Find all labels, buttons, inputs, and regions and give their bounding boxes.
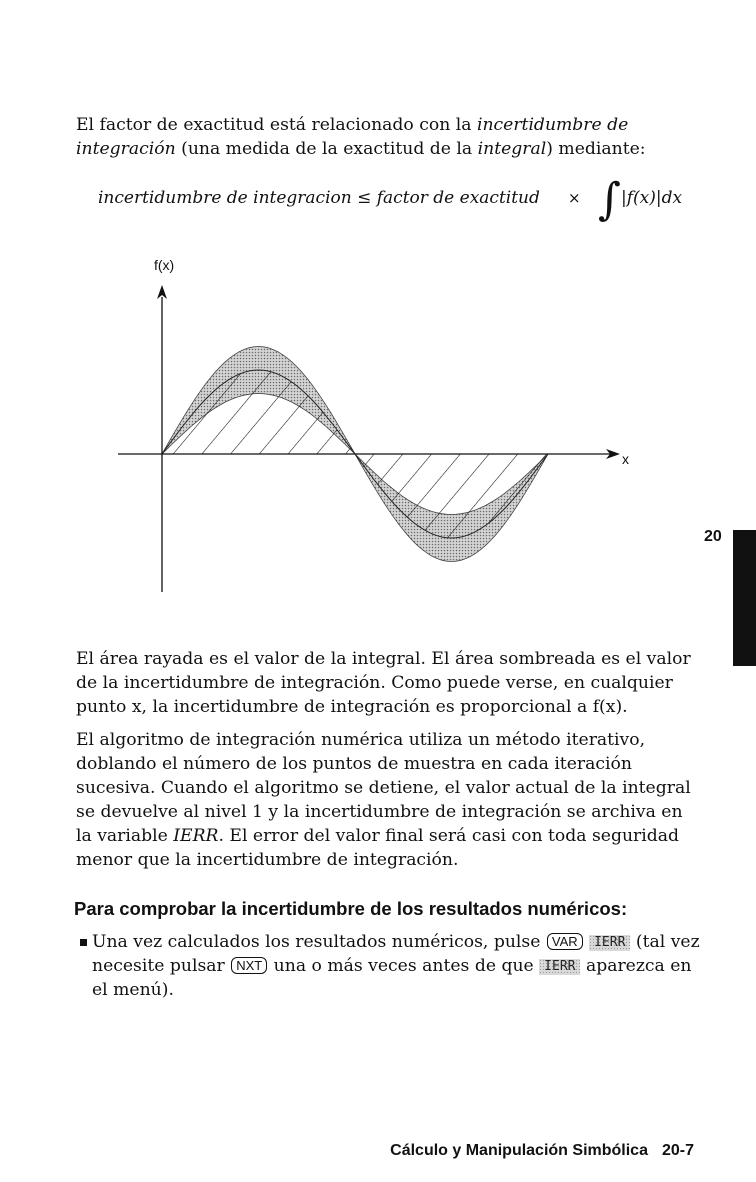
bullet-item	[92, 930, 702, 1002]
intro-paragraph	[76, 113, 696, 161]
ierr-variable: IERR	[173, 826, 219, 846]
formula-integrand: |f(x)|dx	[621, 188, 683, 208]
footer-title: Cálculo y Manipulación Simbólica	[390, 1142, 648, 1159]
chapter-number: 20	[704, 528, 722, 545]
intro-term-integral: integral	[477, 139, 547, 159]
formula-times: ×	[568, 189, 581, 207]
y-axis-arrow	[157, 285, 167, 299]
paragraph-hatched-area: El área rayada es el valor de la integral. El área sombreada es el valor de la incertidumbre de integración. Como puede verse, en cualquier punto x, la incertidumbre de integración es proporcional a f(x).	[76, 649, 691, 717]
uncertainty-formula	[98, 174, 698, 240]
algorithm-text-2: . El error del valor final será casi con toda seguridad menor que la incertidumbre de integración.	[76, 826, 679, 870]
formula-lhs: incertidumbre de integracion ≤ factor de exactitud	[98, 188, 540, 208]
y-axis-label: f(x)	[154, 257, 175, 273]
intro-text-1: El factor de exactitud está relacionado con la	[76, 115, 477, 135]
bullet-text-2: (tal vez necesite pulsar	[92, 932, 700, 976]
integration-figure	[110, 255, 650, 600]
paragraph-algorithm	[76, 728, 696, 872]
intro-text-2: (una medida de la exactitud de la	[175, 139, 478, 159]
x-axis-label: x	[622, 451, 629, 467]
bullet-marker	[80, 939, 87, 946]
integral-sign: ∫	[598, 174, 621, 225]
algorithm-text-1: El algoritmo de integración numérica utiliza un método iterativo, doblando el número de los puntos de muestra en cada iteración sucesiva. Cuando el algoritmo se detiene, el valor actual de la integral se devuelve al nivel 1 y la incertidumbre de integración se archiva en la variable	[76, 730, 691, 846]
page-footer	[390, 1142, 694, 1160]
ierr-softkey-2: IERR	[539, 959, 580, 975]
bullet-text-1: Una vez calculados los resultados numéricos, pulse	[92, 932, 546, 952]
ierr-softkey: IERR	[589, 935, 630, 951]
nxt-key: NXT	[231, 957, 267, 974]
intro-text-3: ) mediante:	[546, 139, 646, 159]
section-heading: Para comprobar la incertidumbre de los resultados numéricos:	[74, 898, 628, 919]
bullet-text-4: aparezca en el menú).	[92, 956, 692, 1000]
integration-diagram	[110, 255, 650, 600]
bullet-text-3: una o más veces antes de que	[268, 956, 540, 976]
var-key: VAR	[547, 933, 583, 950]
page-number: 20-7	[661, 1142, 694, 1159]
intro-term-uncertainty: incertidumbre de integración	[76, 115, 629, 159]
chapter-tab	[733, 530, 756, 666]
